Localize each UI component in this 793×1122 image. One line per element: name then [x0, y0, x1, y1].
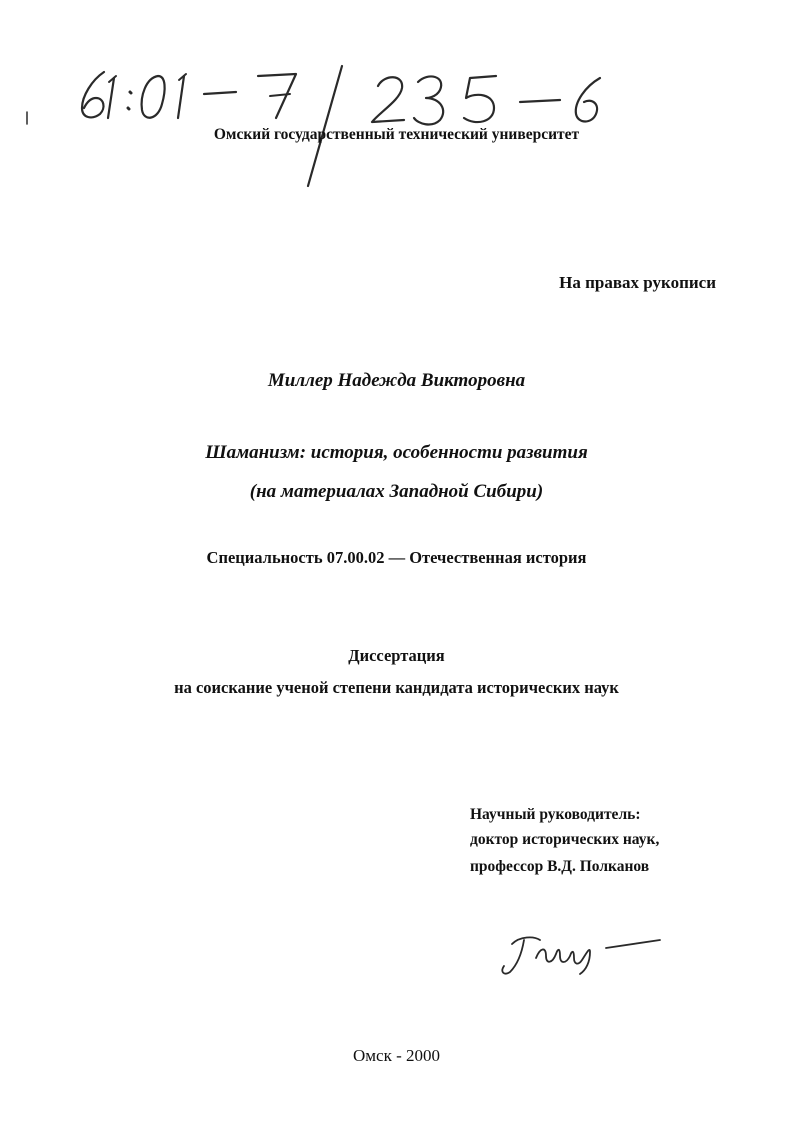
supervisor-heading: Научный руководитель:: [470, 806, 641, 823]
institution-name: Омский государственный технический университет: [213, 126, 580, 143]
supervisor-name: профессор В.Д. Полканов: [470, 858, 650, 875]
specialty: Специальность 07.00.02 — Отечественная история: [206, 548, 587, 567]
place-and-year: Омск - 2000: [352, 1046, 440, 1065]
manuscript-rights-note: На правах рукописи: [559, 273, 716, 292]
supervisor-degree: доктор исторических наук,: [470, 831, 660, 848]
supervisor-signature: [505, 930, 571, 964]
thesis-type: Диссертация: [348, 646, 445, 665]
author-name: Миллер Надежда Викторовна: [267, 370, 526, 391]
title-line-2: (на материалах Западной Сибири): [249, 481, 544, 502]
archive-code-handwritten: [78, 60, 512, 118]
title-line-1: Шаманизм: история, особенности развития: [205, 442, 588, 463]
thesis-purpose: на соискание ученой степени кандидата исторических наук: [174, 678, 619, 697]
